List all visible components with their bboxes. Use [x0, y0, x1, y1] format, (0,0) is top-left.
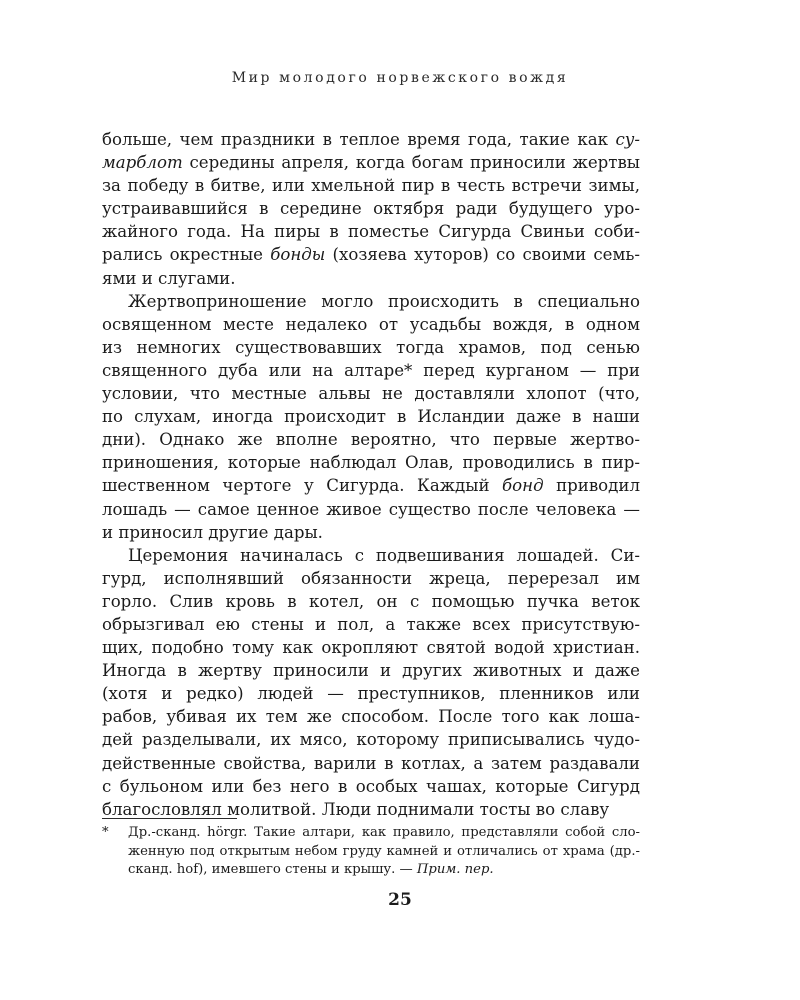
text-line: [102, 659, 640, 682]
body-text: [102, 128, 640, 821]
italic-term: Прим. пер.: [416, 862, 494, 877]
running-head: Мир молодого норвежского вождя: [231, 70, 569, 86]
text-run: середины апреля, когда богам приносили жертвы: [182, 153, 640, 173]
text-line: [102, 359, 640, 382]
text-line: [102, 197, 640, 220]
text-run: и приносил другие дары.: [102, 522, 323, 542]
text-run: рались окрестные: [102, 245, 271, 265]
text-run: горло. Слив кровь в котел, он с помощью пучка веток: [102, 591, 640, 611]
text-run: условии, что местные альвы не доставляли хлопот (что,: [102, 384, 640, 404]
paragraph: [102, 544, 640, 821]
text-line: [102, 705, 640, 728]
text-line: [102, 590, 640, 613]
text-line: [102, 728, 640, 751]
text-run: дни). Однако же вполне вероятно, что первые жертво-: [102, 430, 640, 450]
paragraph: [102, 290, 640, 544]
text-line: [102, 151, 640, 174]
text-line: [102, 451, 640, 474]
text-line: [102, 567, 640, 590]
text-run: освященном месте недалеко от усадьбы вождя, в одном: [102, 314, 640, 334]
text-run: по слухам, иногда происходит в Исландии даже в наши: [102, 407, 640, 427]
text-run: за победу в битве, или хмельной пир в честь встречи зимы,: [102, 176, 640, 196]
text-run: Др.-сканд. hörgr. Такие алтари, как правило, представляли собой сло-: [128, 825, 640, 840]
text-run: священного дуба или на алтаре* перед курганом — при: [102, 360, 640, 380]
text-run: жайного года. На пиры в поместье Сигурда Свиньи соби-: [102, 222, 640, 242]
footnote: [102, 824, 640, 880]
text-line: [102, 498, 640, 521]
text-line: [102, 636, 640, 659]
text-line: [102, 544, 640, 567]
text-run: шественном чертоге у Сигурда. Каждый: [102, 476, 503, 496]
page-number: 25: [388, 890, 412, 910]
text-line: [102, 682, 640, 705]
text-line: [102, 336, 640, 359]
text-line: [102, 521, 640, 544]
text-run: ями и слугами.: [102, 268, 236, 288]
text-run: больше, чем праздники в теплое время года, такие как: [102, 130, 616, 149]
text-line: [102, 775, 640, 798]
footnote-marker: *: [102, 825, 109, 840]
text-run: обрызгивал ею стены и пол, а также всех присутствую-: [102, 614, 640, 634]
text-run: приводил: [543, 476, 640, 496]
text-run: гурд, исполнявший обязанности жреца, перерезал им: [102, 568, 640, 588]
paragraph: [102, 128, 640, 290]
text-line: [102, 290, 640, 313]
text-run: щих, подобно тому как окропляют святой водой христиан.: [102, 638, 640, 658]
italic-term: су-: [615, 130, 640, 149]
text-run: женную под открытым небом груду камней и отличались от храма (др.-: [128, 843, 640, 859]
text-line: [102, 474, 640, 497]
text-run: с бульоном или без него в особых чашах, которые Сигурд: [102, 776, 640, 796]
text-line: [102, 382, 640, 405]
italic-term: бонд: [502, 476, 544, 496]
footnote-line: [102, 843, 640, 862]
text-run: (хотя и редко) людей — преступников, пленников или: [102, 684, 640, 704]
text-line: [102, 243, 640, 266]
text-line: [102, 220, 640, 243]
text-run: (хозяева хуторов) со своими семь-: [325, 245, 640, 265]
footnote-divider: [102, 818, 237, 819]
footnote-line: [102, 861, 640, 880]
text-run: благословлял молитвой. Люди поднимали тосты во славу: [102, 799, 610, 819]
text-run: действенные свойства, варили в котлах, а затем раздавали: [102, 753, 640, 773]
text-line: [102, 313, 640, 336]
text-run: Иногда в жертву приносили и других животных и даже: [102, 661, 640, 681]
text-line: [102, 174, 640, 197]
text-run: приношения, которые наблюдал Олав, проводились в пир-: [102, 453, 640, 473]
text-run: дей разделывали, их мясо, которому приписывались чудо-: [102, 730, 640, 750]
text-run: Церемония начиналась с подвешивания лошадей. Си-: [128, 545, 640, 565]
text-line: [102, 128, 640, 151]
text-line: [102, 428, 640, 451]
text-run: из немногих существовавших тогда храмов, под сенью: [102, 337, 640, 357]
footnote-line: [102, 824, 640, 843]
text-line: [102, 752, 640, 775]
text-run: лошадь — самое ценное живое существо после человека —: [102, 499, 640, 519]
text-line: [102, 613, 640, 636]
text-line: [102, 405, 640, 428]
text-run: сканд. hof), имевшего стены и крышу. —: [128, 862, 417, 877]
text-run: Жертвоприношение могло происходить в специально: [128, 291, 640, 311]
text-line: [102, 267, 640, 290]
text-run: устраивавшийся в середине октября ради будущего уро-: [102, 199, 640, 219]
text-run: рабов, убивая их тем же способом. После того как лоша-: [102, 707, 640, 727]
italic-term: марблот: [102, 153, 183, 173]
italic-term: бонды: [270, 245, 326, 265]
